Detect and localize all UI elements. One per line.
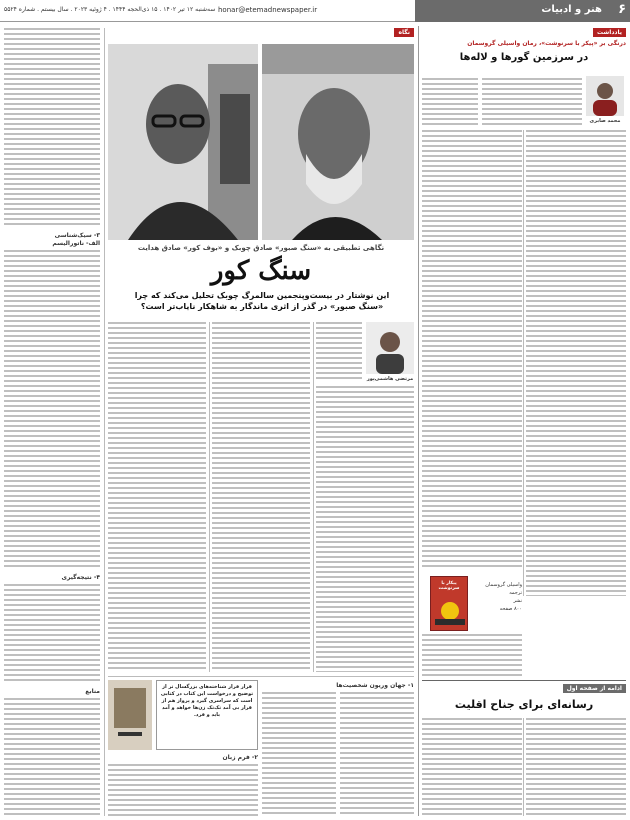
author-photo-hashemipour (366, 322, 414, 374)
subhead-naturalism: الف- ناتورالیسم (52, 240, 100, 247)
article-body-text (422, 78, 478, 128)
subhead-language-form: ۲- فرم زبان (222, 754, 258, 761)
book-info-line: ۸۰۰ صفحه (499, 606, 522, 612)
top-bar (0, 0, 630, 22)
article-body-text (262, 692, 336, 816)
subhead-stylistics: ۳- سیک‌شناسی (54, 232, 100, 239)
kicker-note: یادداشت (593, 28, 626, 37)
kicker-continued: ادامه از صفحه اول (563, 684, 626, 693)
book-cover-title: پیکار با سرنوشت (438, 581, 460, 591)
article-body-text (108, 322, 206, 672)
article-body-text (316, 322, 362, 382)
page-number: ۶ (618, 2, 626, 17)
photo-sadegh-chubak (262, 44, 414, 240)
article-body-text (108, 764, 258, 816)
article-body-text (422, 718, 522, 816)
pull-quote-text: قرار فرار شناخته‌های بزرگسال تر از توضیح و درخواست این کتاب در کتابی است که سراسری گیرد و پرواز هم از قرار بی آمد تک‌تک زن‌ها خواهد و آمد باید و فرد. (160, 684, 254, 718)
kicker-view: نگاه (394, 28, 414, 37)
subhead-conclusion: ۴- نتیجه‌گیری (61, 574, 100, 581)
bottom-article-title: رسانه‌ای برای جناح اقلیت (454, 698, 594, 711)
headline: سنگ کور (210, 256, 312, 286)
section-email[interactable]: honar@etemadnewspaper.ir (218, 6, 318, 14)
book-info-line: واسیلی گروسمان (485, 582, 522, 588)
dateline: سه‌شنبه ۱۲ تیر ۱۴۰۲ . ۱۵ ذی‌الحجه ۱۴۴۴ . ۴ ژوئیه ۲۰۲۳ . سال بیستم . شماره ۵۵۲۴ (4, 6, 216, 13)
photo-sadegh-hedayat (108, 44, 258, 240)
book-info-line: ترجمه (509, 590, 522, 596)
book-cover-sang-e-sabur (108, 680, 152, 750)
article-body-text (526, 130, 626, 596)
article-body-text (4, 584, 100, 684)
deck: این نوشتار در بیست‌وپنجمین سالمرگ چوبک تحلیل می‌کند که چرا «سنگ صبور» در گذر از اثری ماندگار به شاهکار نایاب‌تر است؟ (134, 291, 390, 311)
right-column (422, 26, 626, 816)
book-cover (430, 576, 468, 631)
section-rubric (415, 0, 630, 22)
article-body-text (526, 718, 626, 816)
author-portrait-icon (586, 76, 624, 116)
book-cover-icon (108, 680, 152, 750)
sources-label: منابع (85, 688, 100, 695)
main-article (4, 26, 414, 816)
pull-quote (156, 680, 258, 750)
author-photo (586, 76, 624, 116)
author-name: محمد صابری (589, 118, 621, 124)
book-cover-art-icon (431, 597, 469, 627)
article-body-text (422, 634, 522, 678)
article-body-text (316, 386, 414, 672)
super-title: نگاهی تطبیقی به «سنگ صبور» صادق چوبک و «بوف کور» صادق هدایت (137, 244, 385, 252)
article-body-text (4, 28, 100, 228)
subhead-characters: ۱- جهان وریون شخصیت‌ها (336, 682, 414, 689)
article-body-text (212, 322, 310, 672)
article-body-text (4, 250, 100, 570)
author-portrait-icon (366, 322, 414, 374)
section-title: هنر و ادبیات (541, 4, 602, 15)
author-caption: مرتضی هاشمی‌پور (366, 376, 414, 382)
article-title: در سرزمین گورها و لاله‌ها (459, 52, 589, 63)
sources-list (4, 698, 100, 816)
article-body-text (482, 78, 582, 128)
book-info-line: نشر (513, 598, 522, 604)
book-info (472, 581, 522, 613)
article-body-text (340, 692, 414, 816)
hedayat-portrait-icon (108, 44, 258, 240)
chubak-portrait-icon (262, 44, 414, 240)
article-subtitle: درنگی بر «پیکر با سرنوشت»، رمان واسیلی گروسمان (467, 40, 626, 47)
article-body-text (422, 130, 522, 570)
